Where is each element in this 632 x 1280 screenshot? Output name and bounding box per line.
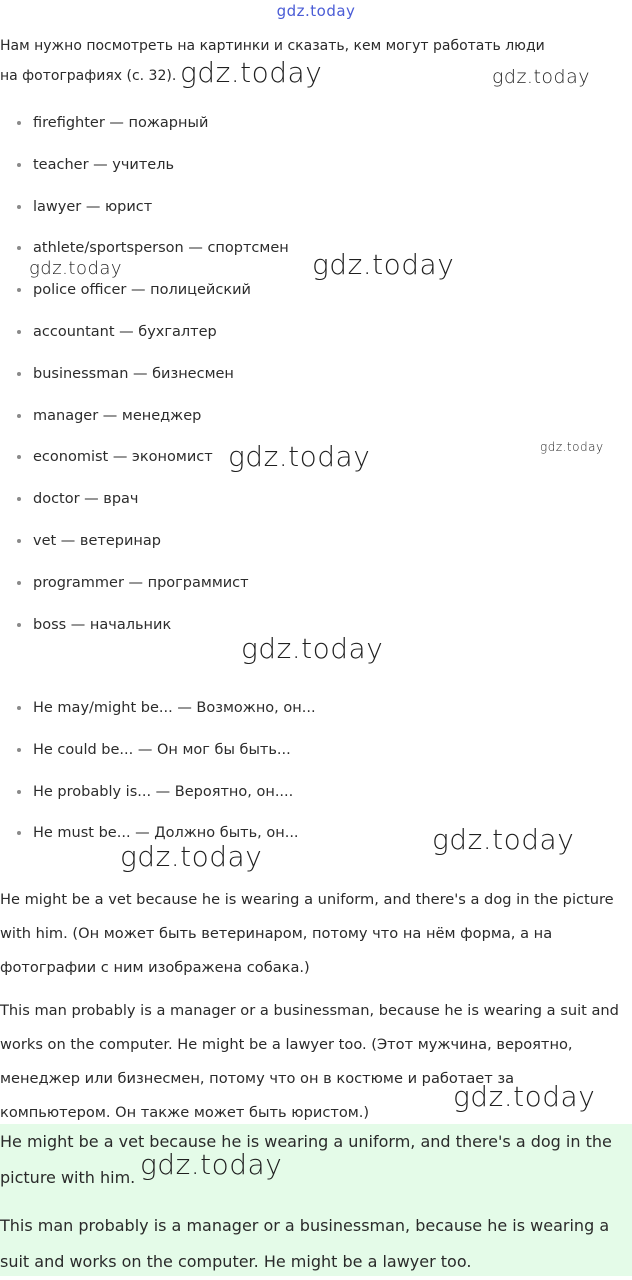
list-item: police officer — полицейский: [0, 277, 600, 319]
list-item: doctor — врач: [0, 486, 600, 528]
answer-paragraph: This man probably is a manager or a businessman, because he is wearing a suit and works on the computer. He might be a lawyer too. (Этот мужчина, вероятно, менеджер или бизнесмен, потому что он в костюме и работает за компьютером. Он также может быть юристом.): [0, 1002, 619, 1121]
watermark: gdz.today: [140, 1148, 283, 1181]
watermark: gdz.today: [120, 840, 263, 873]
list-item: teacher — учитель: [0, 152, 600, 194]
watermark: gdz.today: [453, 1080, 596, 1113]
list-item: firefighter — пожарный: [0, 110, 600, 152]
intro-line-2: на фотографиях (с. 32).: [0, 68, 177, 84]
intro-line-1: Нам нужно посмотреть на картинки и сказать, кем могут работать люди: [0, 38, 545, 54]
list-item: He must be... — Должно быть, он...: [0, 820, 600, 862]
watermark: gdz.today: [432, 823, 575, 856]
watermark: gdz.today: [180, 56, 323, 89]
list-item: lawyer — юрист: [0, 194, 600, 236]
watermark: gdz.today: [540, 440, 604, 454]
list-item: manager — менеджер: [0, 403, 600, 445]
watermark: gdz.today: [29, 258, 123, 279]
list-item: boss — начальник: [0, 612, 600, 654]
final-answer-paragraph: This man probably is a manager or a businessman, because he is wearing a suit and works on the computer. He might be a lawyer too.: [0, 1216, 610, 1271]
list-item: He may/might be... — Возможно, он...: [0, 695, 600, 737]
list-item: vet — ветеринар: [0, 528, 600, 570]
list-item: accountant — бухгалтер: [0, 319, 600, 361]
list-item: programmer — программист: [0, 570, 600, 612]
list-item: athlete/sportsperson — спортсмен: [0, 235, 600, 277]
professions-list: [0, 110, 600, 653]
watermark: gdz.today: [492, 66, 590, 88]
list-item: economist — экономист: [0, 444, 600, 486]
answer-paragraph: He might be a vet because he is wearing a uniform, and there's a dog in the picture with him. (Он может быть ветеринаром, потому что на нём форма, а на фотографии с ним изображена собака.): [0, 891, 614, 976]
watermark: gdz.today: [228, 440, 371, 473]
list-item: He could be... — Он мог бы быть...: [0, 737, 600, 779]
watermark: gdz.today: [312, 248, 455, 281]
list-item: He probably is... — Вероятно, он....: [0, 779, 600, 821]
site-logo[interactable]: gdz.today: [276, 2, 356, 20]
list-item: businessman — бизнесмен: [0, 361, 600, 403]
final-answer-paragraph: He might be a vet because he is wearing a uniform, and there's a dog in the picture with him.: [0, 1132, 612, 1187]
watermark: gdz.today: [241, 632, 384, 665]
final-answer-box: [0, 1124, 632, 1276]
